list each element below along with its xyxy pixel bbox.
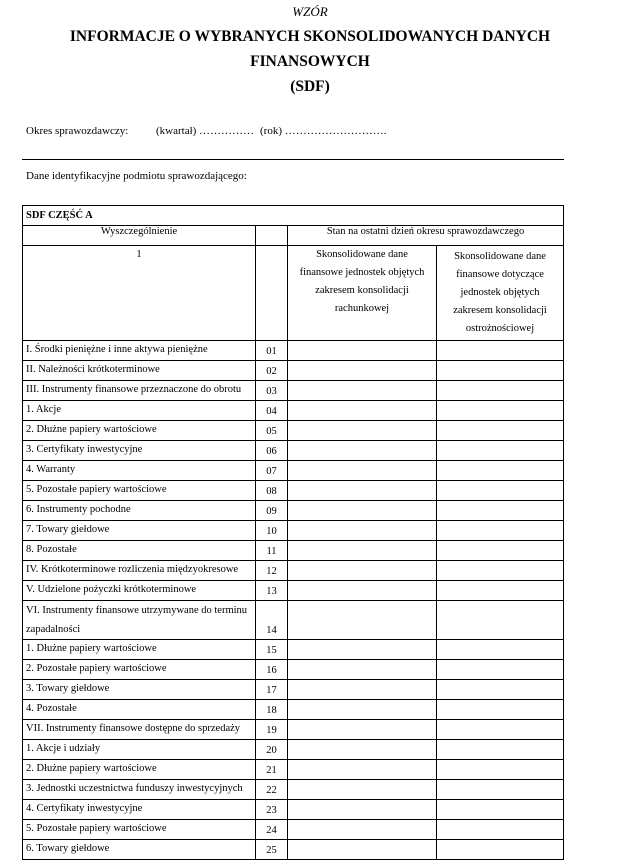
value-cell-ostroznosciowej[interactable]: [437, 521, 564, 541]
value-cell-rachunkowej[interactable]: [288, 541, 437, 561]
row-number: 05: [256, 421, 288, 441]
row-label: 4. Pozostałe: [23, 700, 256, 720]
value-cell-rachunkowej[interactable]: [288, 561, 437, 581]
row-number: 20: [256, 740, 288, 760]
col-header-wyszczegolnienie: Wyszczególnienie: [23, 226, 256, 246]
value-cell-rachunkowej[interactable]: [288, 361, 437, 381]
value-cell-rachunkowej[interactable]: [288, 581, 437, 601]
value-cell-ostroznosciowej[interactable]: [437, 381, 564, 401]
col-header-rachunkowej: Skonsolidowane dane finansowe jednostek objętych zakresem konsolidacji rachunkowej: [288, 246, 437, 341]
table-row: [23, 780, 564, 800]
reporting-period: [26, 125, 387, 137]
value-cell-ostroznosciowej[interactable]: [437, 361, 564, 381]
value-cell-ostroznosciowej[interactable]: [437, 601, 564, 640]
value-cell-rachunkowej[interactable]: [288, 800, 437, 820]
row-label: 2. Dłużne papiery wartościowe: [23, 421, 256, 441]
section-title: SDF CZĘŚĆ A: [23, 206, 564, 226]
value-cell-rachunkowej[interactable]: [288, 421, 437, 441]
document-title: [0, 24, 620, 99]
value-cell-ostroznosciowej[interactable]: [437, 700, 564, 720]
row-number: 18: [256, 700, 288, 720]
value-cell-rachunkowej[interactable]: [288, 720, 437, 740]
row-label: 6. Towary giełdowe: [23, 840, 256, 860]
table-row: [23, 601, 564, 640]
row-number: 01: [256, 341, 288, 361]
row-label: 2. Pozostałe papiery wartościowe: [23, 660, 256, 680]
value-cell-rachunkowej[interactable]: [288, 341, 437, 361]
entity-identification-label: Dane identyfikacyjne podmiotu sprawozdającego:: [26, 170, 247, 182]
value-cell-ostroznosciowej[interactable]: [437, 541, 564, 561]
row-number: 14: [256, 601, 288, 640]
value-cell-ostroznosciowej[interactable]: [437, 840, 564, 860]
table-row: [23, 840, 564, 860]
value-cell-ostroznosciowej[interactable]: [437, 561, 564, 581]
row-number: 10: [256, 521, 288, 541]
row-label: 2. Dłużne papiery wartościowe: [23, 760, 256, 780]
table-row: [23, 501, 564, 521]
value-cell-rachunkowej[interactable]: [288, 820, 437, 840]
row-label: IV. Krótkoterminowe rozliczenia międzyokresowe: [23, 561, 256, 581]
table-row: [23, 381, 564, 401]
quarter-field[interactable]: (kwartał) ……………: [156, 125, 255, 137]
value-cell-ostroznosciowej[interactable]: [437, 341, 564, 361]
value-cell-ostroznosciowej[interactable]: [437, 421, 564, 441]
row-number: 11: [256, 541, 288, 561]
table-row: [23, 461, 564, 481]
value-cell-rachunkowej[interactable]: [288, 401, 437, 421]
title-line-3: (SDF): [290, 78, 330, 95]
row-number: 12: [256, 561, 288, 581]
row-number: 25: [256, 840, 288, 860]
year-field[interactable]: (rok) ……………………….: [260, 125, 387, 137]
col-subheader-blank: [256, 246, 288, 341]
table-row: [23, 521, 564, 541]
value-cell-rachunkowej[interactable]: [288, 640, 437, 660]
row-number: 04: [256, 401, 288, 421]
row-label: 6. Instrumenty pochodne: [23, 501, 256, 521]
table-row: [23, 800, 564, 820]
row-label: V. Udzielone pożyczki krótkoterminowe: [23, 581, 256, 601]
value-cell-rachunkowej[interactable]: [288, 521, 437, 541]
table-row: [23, 341, 564, 361]
value-cell-ostroznosciowej[interactable]: [437, 820, 564, 840]
value-cell-ostroznosciowej[interactable]: [437, 481, 564, 501]
template-label: WZÓR: [292, 4, 328, 19]
col-header-stan: Stan na ostatni dzień okresu sprawozdawczego: [288, 226, 564, 246]
table-row: [23, 760, 564, 780]
table-row: [23, 541, 564, 561]
value-cell-ostroznosciowej[interactable]: [437, 760, 564, 780]
section-header-row: [23, 206, 564, 226]
row-number: 02: [256, 361, 288, 381]
row-label: VII. Instrumenty finansowe dostępne do sprzedaży: [23, 720, 256, 740]
row-number: 06: [256, 441, 288, 461]
row-label: 1. Dłużne papiery wartościowe: [23, 640, 256, 660]
value-cell-ostroznosciowej[interactable]: [437, 581, 564, 601]
row-number: 09: [256, 501, 288, 521]
col-header-ostroznosciowej: Skonsolidowane dane finansowe dotyczące jednostek objętych zakresem konsolidacji ostrożnościowej: [437, 246, 564, 341]
value-cell-ostroznosciowej[interactable]: [437, 441, 564, 461]
row-label: 3. Jednostki uczestnictwa funduszy inwestycyjnych: [23, 780, 256, 800]
table-row: [23, 421, 564, 441]
value-cell-ostroznosciowej[interactable]: [437, 780, 564, 800]
table-row: [23, 720, 564, 740]
title-line-1: INFORMACJE O WYBRANYCH SKONSOLIDOWANYCH DANYCH: [69, 28, 551, 45]
table-row: [23, 401, 564, 421]
row-number: 24: [256, 820, 288, 840]
value-cell-ostroznosciowej[interactable]: [437, 640, 564, 660]
row-label: 1. Akcje i udziały: [23, 740, 256, 760]
value-cell-rachunkowej[interactable]: [288, 760, 437, 780]
row-number: 21: [256, 760, 288, 780]
row-label: 5. Pozostałe papiery wartościowe: [23, 820, 256, 840]
row-label: 3. Certyfikaty inwestycyjne: [23, 441, 256, 461]
table-row: [23, 740, 564, 760]
row-number: 13: [256, 581, 288, 601]
title-line-2: FINANSOWYCH: [250, 53, 370, 70]
table-row: [23, 660, 564, 680]
value-cell-ostroznosciowej[interactable]: [437, 501, 564, 521]
value-cell-ostroznosciowej[interactable]: [437, 660, 564, 680]
table-row: [23, 820, 564, 840]
value-cell-rachunkowej[interactable]: [288, 660, 437, 680]
col-number-label: 1: [23, 246, 256, 341]
row-number: 16: [256, 660, 288, 680]
value-cell-rachunkowej[interactable]: [288, 441, 437, 461]
sdf-table: [22, 205, 564, 860]
row-label: 3. Towary giełdowe: [23, 680, 256, 700]
value-cell-ostroznosciowej[interactable]: [437, 680, 564, 700]
value-cell-rachunkowej[interactable]: [288, 680, 437, 700]
value-cell-rachunkowej[interactable]: [288, 840, 437, 860]
row-number: 03: [256, 381, 288, 401]
reporting-period-label: Okres sprawozdawczy:: [26, 125, 129, 137]
value-cell-rachunkowej[interactable]: [288, 481, 437, 501]
table-row: [23, 361, 564, 381]
row-label: 4. Warranty: [23, 461, 256, 481]
value-cell-rachunkowej[interactable]: [288, 780, 437, 800]
row-label: II. Należności krótkoterminowe: [23, 361, 256, 381]
row-label: 1. Akcje: [23, 401, 256, 421]
value-cell-rachunkowej[interactable]: [288, 740, 437, 760]
table-row: [23, 640, 564, 660]
row-label: VI. Instrumenty finansowe utrzymywane do terminu zapadalności: [23, 601, 256, 640]
table-row: [23, 700, 564, 720]
table-row: [23, 441, 564, 461]
divider-line: [22, 159, 564, 160]
row-number: 22: [256, 780, 288, 800]
row-number: 08: [256, 481, 288, 501]
value-cell-ostroznosciowej[interactable]: [437, 461, 564, 481]
row-number: 23: [256, 800, 288, 820]
value-cell-rachunkowej[interactable]: [288, 501, 437, 521]
value-cell-rachunkowej[interactable]: [288, 700, 437, 720]
value-cell-ostroznosciowej[interactable]: [437, 720, 564, 740]
value-cell-ostroznosciowej[interactable]: [437, 740, 564, 760]
column-header-row: [23, 226, 564, 246]
row-number: 17: [256, 680, 288, 700]
row-label: 4. Certyfikaty inwestycyjne: [23, 800, 256, 820]
value-cell-ostroznosciowej[interactable]: [437, 401, 564, 421]
table-row: [23, 680, 564, 700]
value-cell-rachunkowej[interactable]: [288, 601, 437, 640]
row-number: 07: [256, 461, 288, 481]
table-row: [23, 581, 564, 601]
table-row: [23, 481, 564, 501]
row-label: I. Środki pieniężne i inne aktywa pieniężne: [23, 341, 256, 361]
table-row: [23, 561, 564, 581]
col-header-blank: [256, 226, 288, 246]
row-number: 15: [256, 640, 288, 660]
row-label: 8. Pozostałe: [23, 541, 256, 561]
value-cell-ostroznosciowej[interactable]: [437, 800, 564, 820]
row-label: 5. Pozostałe papiery wartościowe: [23, 481, 256, 501]
value-cell-rachunkowej[interactable]: [288, 461, 437, 481]
row-label: III. Instrumenty finansowe przeznaczone do obrotu: [23, 381, 256, 401]
row-label: 7. Towary giełdowe: [23, 521, 256, 541]
row-number: 19: [256, 720, 288, 740]
value-cell-rachunkowej[interactable]: [288, 381, 437, 401]
column-subheader-row: [23, 246, 564, 341]
